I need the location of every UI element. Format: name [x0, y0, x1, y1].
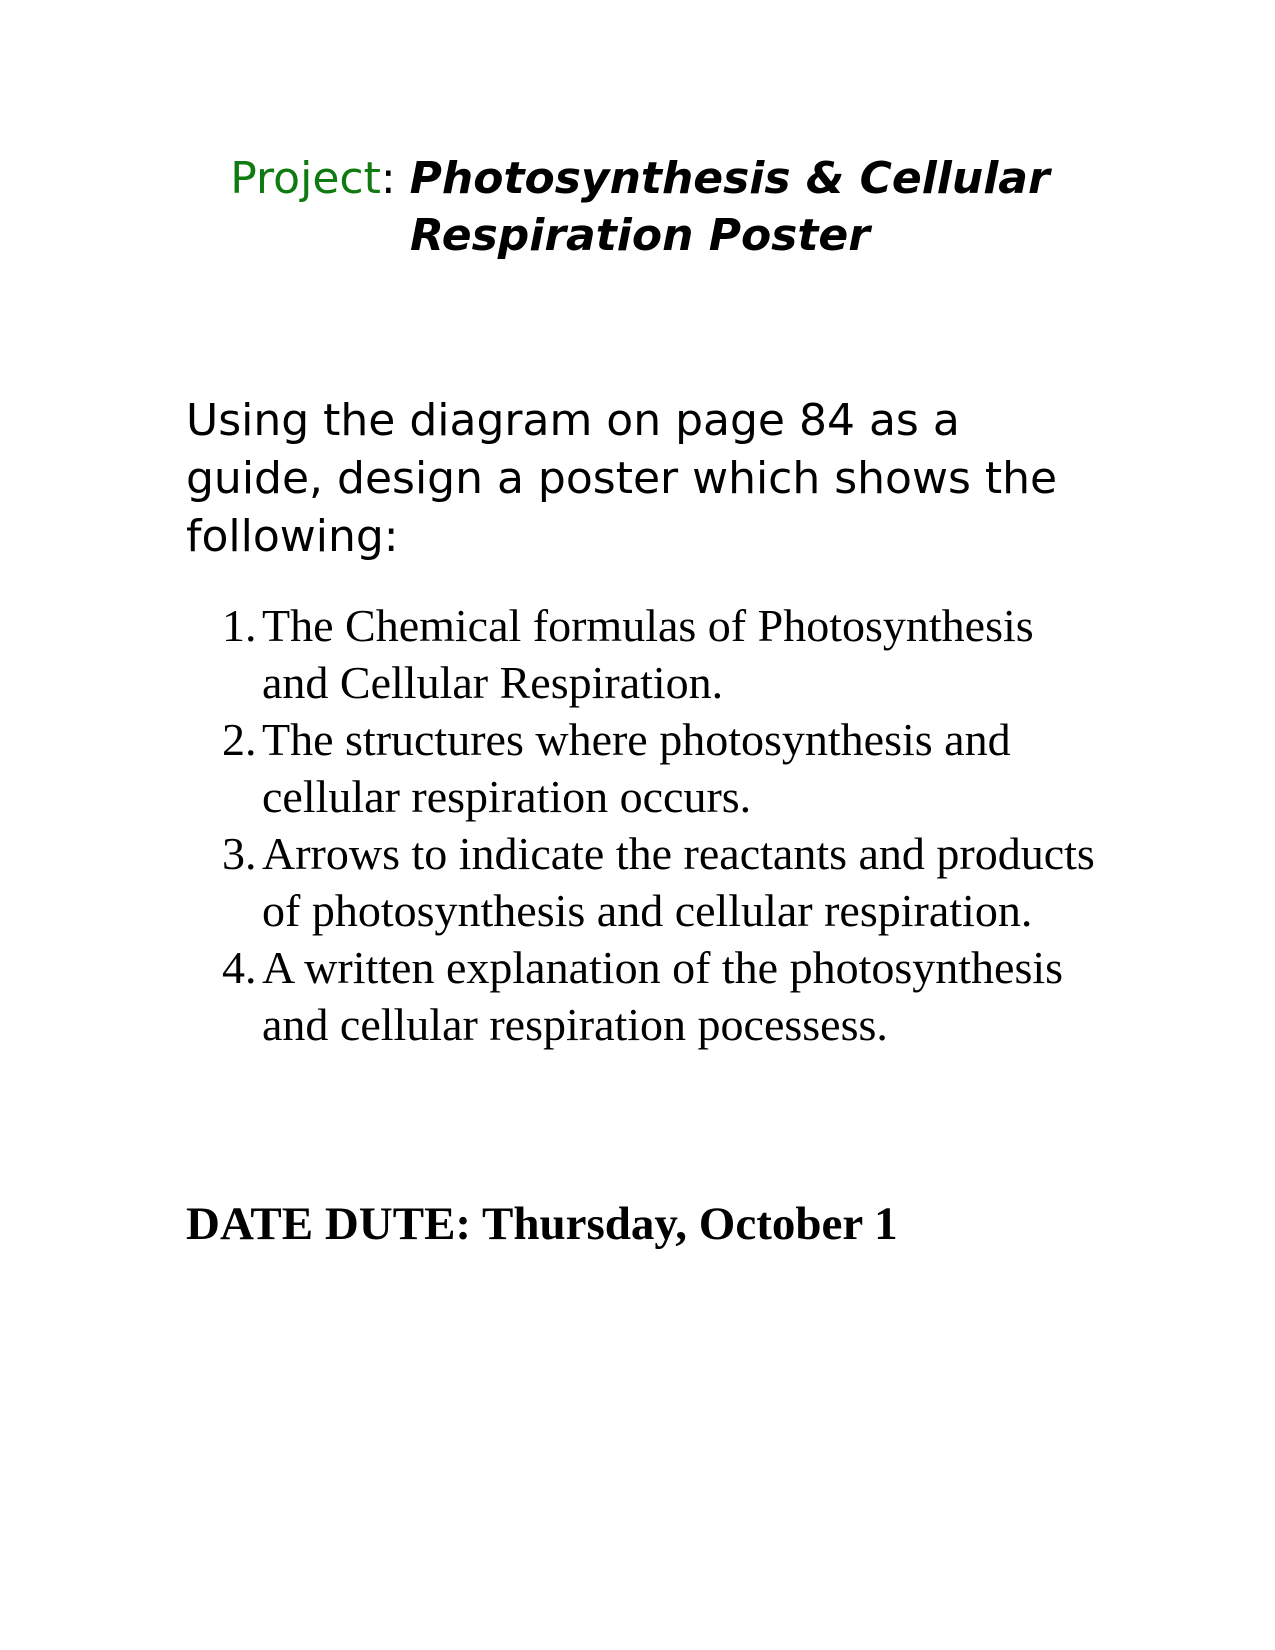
title-text-line-2: Respiration Poster [410, 210, 870, 261]
requirement-number: 4. [222, 942, 257, 993]
title-colon: : [380, 153, 410, 204]
requirement-item [186, 939, 1106, 1053]
title-line-2 [150, 207, 1130, 264]
requirement-number: 2. [222, 714, 257, 765]
project-title [150, 150, 1130, 264]
requirement-text: Arrows to indicate the reactants and products of photosynthesis and cellular respiration. [262, 828, 1095, 936]
requirement-item [186, 711, 1106, 825]
due-date: DATE DUTE: Thursday, October 1 [186, 1198, 898, 1250]
title-text-line-1: Photosynthesis & Cellular [409, 153, 1050, 204]
requirements-list [186, 597, 1106, 1053]
requirement-text: The Chemical formulas of Photosynthesis and Cellular Respiration. [262, 600, 1034, 708]
requirement-number: 1. [222, 600, 257, 651]
requirement-number: 3. [222, 828, 257, 879]
project-label: Project [230, 153, 381, 204]
requirement-item [186, 597, 1106, 711]
instructions-paragraph: Using the diagram on page 84 as a guide, design a poster which shows the following: [186, 395, 1058, 562]
requirement-item [186, 825, 1106, 939]
requirement-text: A written explanation of the photosynthesis and cellular respiration pocessess. [262, 942, 1064, 1050]
title-line-1 [150, 150, 1130, 207]
requirement-text: The structures where photosynthesis and cellular respiration occurs. [262, 714, 1011, 822]
